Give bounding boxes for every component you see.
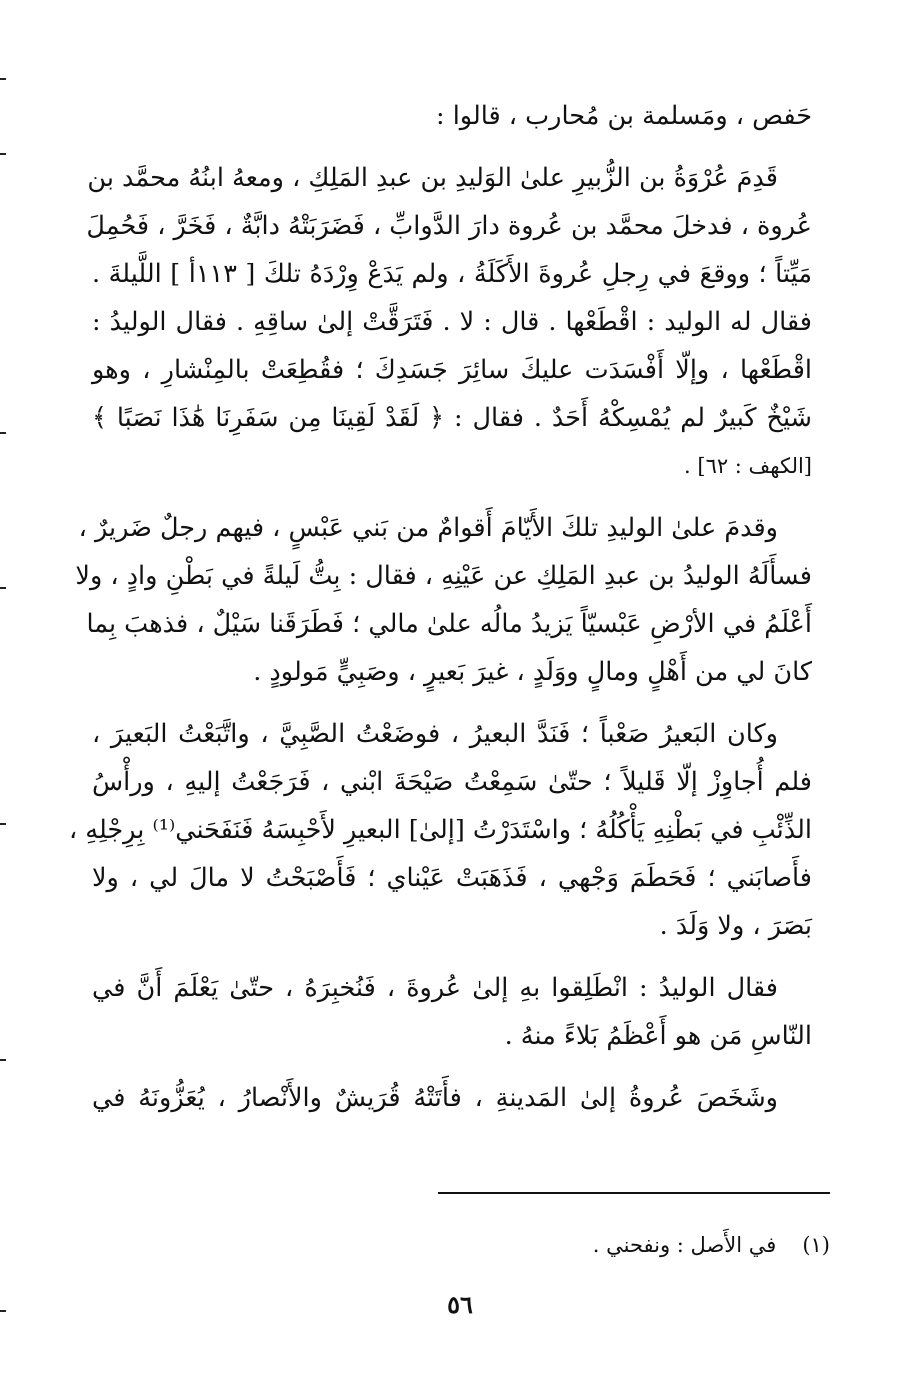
text-line: شَيْخٌ كَبيرٌ لم يُمْسِكْهُ أَحَدٌ . فقال : ﴿ لَقَدْ لَقِينَا مِن سَفَرِنَا هَٰذَا نَصَبًا ﴾ bbox=[92, 403, 812, 433]
text-line: الذِّئْبِ في بَطْنِهِ يَأْكُلُهُ ؛ واسْتَدَرْتُ [إلىٰ] البعيرِ لأَحْبِسَهُ فَنَفَحَني⁽¹⁾ بِرِجْلِهِ ، bbox=[68, 815, 812, 845]
page-edge-mark bbox=[0, 432, 6, 434]
page-edge-mark bbox=[0, 587, 6, 589]
text-line: أَعْلَمُ في الأرْضِ عَبْسيّاً يَزيدُ مالُه علىٰ مالي ؛ فَطَرَقَنا سَيْلٌ ، فذهبَ بِما bbox=[86, 609, 812, 639]
text-line: وكان البَعيرُ صَعْباً ؛ فَنَدَّ البعيرُ ، فوضَعْتُ الصَّبِيَّ ، واتَّبَعْتُ البَعيرَ ، bbox=[92, 719, 778, 749]
text-line: اقْطَعْها ، وإلّا أَفْسَدَت عليكَ سائِرَ جَسَدِكَ ؛ فقُطِعَتْ بالمِنْشارِ ، وهو bbox=[92, 355, 812, 385]
paragraph-walid bbox=[92, 964, 812, 1060]
main-text bbox=[68, 92, 812, 1122]
page-edge-mark bbox=[0, 823, 6, 825]
text-line: بَصَرَ ، ولا وَلَدَ . bbox=[659, 911, 812, 941]
page-edge-mark bbox=[0, 1059, 6, 1061]
paragraph-intro bbox=[92, 92, 812, 140]
paragraph-camel bbox=[68, 710, 812, 950]
quran-reference: [الكهف : ٦٢] . bbox=[684, 454, 812, 478]
text-line: كانَ لي من أَهْلٍ ومالٍ ووَلَدٍ ، غيرَ بَعيرٍ ، وصَبِيٍّ مَولودٍ . bbox=[253, 657, 812, 687]
footnote bbox=[440, 1230, 830, 1260]
page-number: ٥٦ bbox=[447, 1290, 473, 1319]
paragraph-medina bbox=[92, 1074, 812, 1122]
paragraph-urwa bbox=[86, 154, 812, 490]
text-line: النّاسِ مَن هو أَعْظَمُ بَلاءً منهُ . bbox=[504, 1021, 812, 1051]
text-line: حَفص ، ومَسلمة بن مُحارب ، قالوا : bbox=[436, 101, 812, 131]
footnote-text: في الأَصل : ونفحني . bbox=[592, 1233, 777, 1257]
footnote-divider bbox=[438, 1192, 830, 1194]
text-line: فقال له الوليد : اقْطَعْها . قال : لا . فَتَرَقَّتْ إلىٰ ساقِهِ . فقال الوليدُ : bbox=[92, 307, 812, 337]
text-line: فسأَلَهُ الوليدُ بن عبدِ المَلِكِ عن عَيْنِهِ ، فقال : بِتُّ لَيلةً في بَطْنِ وادٍ ، ولا bbox=[75, 561, 812, 591]
page-edge-mark bbox=[0, 78, 6, 80]
text-line: فقال الوليدُ : انْطَلِقوا بهِ إلىٰ عُروةَ ، فَنُخبِرَهُ ، حتّىٰ يَعْلَمَ أَنَّ في bbox=[92, 973, 778, 1003]
text-line: وقدمَ علىٰ الوليدِ تلكَ الأَيّامَ أَقوامٌ من بَني عَبْسٍ ، فيهم رجلٌ ضَريرٌ ، bbox=[78, 513, 778, 543]
text-line: فأَصابَني ؛ فَحَطَمَ وَجْهي ، فَذَهَبَتْ عَيْناي ؛ فَأَصْبَحْتُ لا مالَ لي ، ولا bbox=[92, 863, 812, 893]
text-line: قَدِمَ عُرْوَةُ بن الزُّبيرِ علىٰ الوَليدِ بن عبدِ المَلِكِ ، ومعهُ ابنُهُ محمَّد بن bbox=[87, 163, 778, 193]
paragraph-bani-abs bbox=[75, 504, 812, 696]
footnote-number: (١) bbox=[802, 1233, 830, 1257]
text-line: فلم أُجاوِزْ إلّا قَليلاً ؛ حتّىٰ سَمِعْتُ صَيْحَةَ ابْني ، فَرَجَعْتُ إليهِ ، ورأْسُ bbox=[92, 767, 812, 797]
page-edge-mark bbox=[0, 153, 6, 155]
text-line: عُروة ، فدخلَ محمَّد بن عُروة دارَ الدَّوابِّ ، فَضَرَبَتْهُ دابَّةٌ ، فَخَرَّ ، فَحُمِلَ bbox=[86, 211, 812, 241]
page-edge-mark bbox=[0, 1310, 6, 1312]
text-line: مَيِّتاً ؛ ووقعَ في رِجلِ عُروةَ الأَكَلَةُ ، ولم يَدَعْ وِرْدَهُ تلكَ [ ١١٣أ ] اللَّيلةَ . bbox=[92, 259, 812, 289]
text-line: وشَخَصَ عُروةُ إلىٰ المَدينةِ ، فأَتَتْهُ قُرَيشٌ والأَنْصارُ ، يُعَزُّونَهُ في bbox=[92, 1083, 778, 1113]
